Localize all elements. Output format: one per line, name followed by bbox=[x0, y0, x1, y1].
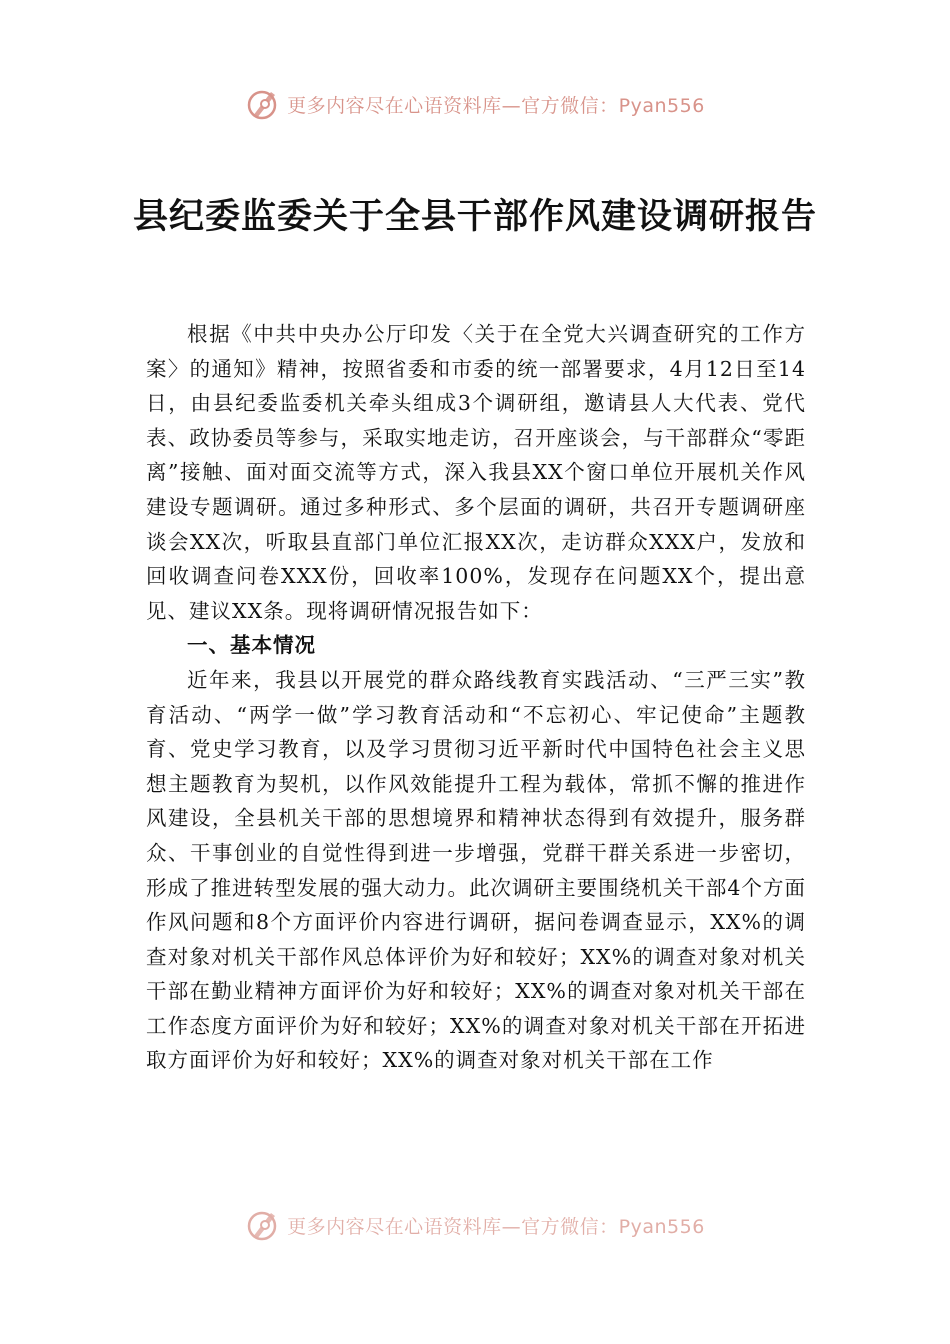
watermark-text: 更多内容尽在心语资料库—官方微信：Pyan556 bbox=[287, 1215, 705, 1238]
pen-logo-icon bbox=[245, 1207, 281, 1243]
section-heading-basic-situation: 一、基本情况 bbox=[187, 633, 316, 658]
watermark-banner-top bbox=[0, 84, 950, 124]
document-title: 县纪委监委关于全县干部作风建设调研报告 bbox=[132, 197, 817, 237]
watermark-banner-bottom bbox=[0, 1205, 950, 1245]
pen-logo-icon bbox=[245, 86, 281, 122]
section-paragraph: 近年来，我县以开展党的群众路线教育实践活动、“三严三实”教育活动、“两学一做”学习教育活动和“不忘初心、牢记使命”主题教育、党史学习教育，以及学习贯彻习近平新时代中国特色社会主义思想主题教育为契机，以作风效能提升工程为载体，常抓不懈的推进作风建设，全县机关干部的思想境界和精神状态得到有效提升，服务群众、干事创业的自觉性得到进一步增强，党群干群关系进一步密切，形成了推进转型发展的强大动力。此次调研主要围绕机关干部4个方面作风问题和8个方面评价内容进行调研，据问卷调查显示，XX%的调查对象对机关干部作风总体评价为好和较好；XX%的调查对象对机关干部在勤业精神方面评价为好和较好；XX%的调查对象对机关干部在工作态度方面评价为好和较好；XX%的调查对象对机关干部在开拓进取方面评价为好和较好；XX%的调查对象对机关干部在工作 bbox=[146, 667, 806, 1073]
document-body bbox=[146, 317, 806, 1078]
watermark-text: 更多内容尽在心语资料库—官方微信：Pyan556 bbox=[287, 94, 705, 117]
intro-paragraph: 根据《中共中央办公厅印发〈关于在全党大兴调查研究的工作方案〉的通知》精神，按照省委和市委的统一部署要求，4月12日至14日，由县纪委监委机关牵头组成3个调研组，邀请县人大代表、党代表、政协委员等参与，采取实地走访，召开座谈会，与干部群众“零距离”接触、面对面交流等方式，深入我县XX个窗口单位开展机关作风建设专题调研。通过多种形式、多个层面的调研，共召开专题调研座谈会XX次，听取县直部门单位汇报XX次，走访群众XXX户，发放和回收调查问卷XXX份，回收率100%，发现存在问题XX个，提出意见、建议XX条。现将调研情况报告如下： bbox=[146, 322, 806, 623]
